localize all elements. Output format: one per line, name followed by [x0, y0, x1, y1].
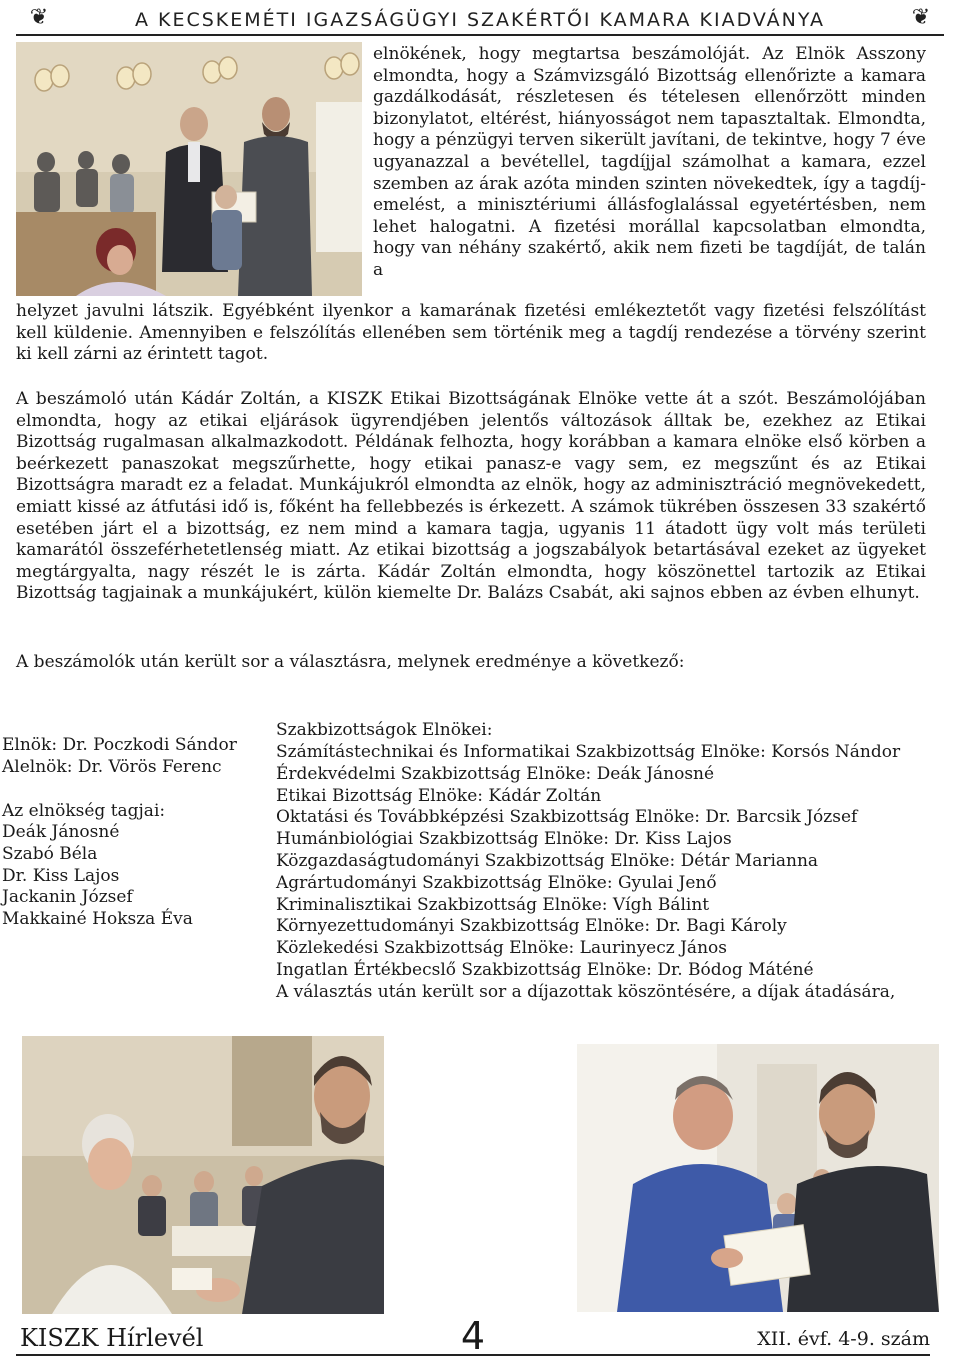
publication-title: A KECSKEMÉTI IGAZSÁGÜGYI SZAKÉRTŐI KAMARA KIADVÁNYA: [134, 9, 826, 31]
photo-award-handover-left: [22, 1036, 384, 1314]
list-item: Humánbiológiai Szakbizottság Elnöke: Dr. Kiss Lajos: [276, 829, 732, 850]
list-item: Ingatlan Értékbecslő Szakbizottság Elnöke: Dr. Bódog Máténé: [276, 959, 814, 980]
list-item: Szabó Béla: [2, 843, 98, 864]
photo-award-handover-right: [577, 1044, 939, 1312]
list-item: Etikai Bizottság Elnöke: Kádár Zoltán: [276, 785, 602, 806]
board-members-list: [2, 822, 193, 931]
list-item: Közgazdaságtudományi Szakbizottság Elnöke: Détár Marianna: [276, 850, 819, 871]
page-number: 4: [460, 1314, 486, 1358]
photo-award-handover-top: [16, 42, 362, 296]
floral-ornament-icon: ❦: [29, 5, 49, 30]
list-item: Agrártudományi Szakbizottság Elnöke: Gyulai Jenő: [276, 872, 717, 893]
page-footer: [16, 1314, 930, 1358]
president-line: Elnök: Dr. Poczkodi Sándor: [2, 735, 237, 755]
vice-president-line: Alelnök: Dr. Vörös Ferenc: [2, 757, 222, 777]
list-item: Oktatási és Továbbképzési Szakbizottság Elnöke: Dr. Barcsik József: [276, 807, 858, 828]
publication-name: KISZK Hírlevél: [20, 1324, 204, 1352]
list-item: Jackanin József: [2, 887, 133, 908]
election-intro: A beszámolók után került sor a választásra, melynek eredménye a következő:: [16, 652, 685, 672]
report-paragraph-top: elnökének, hogy megtartsa beszámolóját. Az Elnök Asszony elmondta, hogy a Számvizsgáló Bizottság ellenőrizte a kamara gazdálkodását, részletesen és tételesen ellenőrzött minden bizonylatot, eltérést, hiányosságot nem tapasztaltak. Elmondta, hogy a pénzügyi terven sikerült javítani, de tekintve, hogy 7 éve ugyanazzal a bevétellel, tagdíjjal számolhat a kamara, ezzel szemben az árak azóta minden szinten növekedtek, így a tagdíj-emelést, a minisztériumi állásfoglalással egyetértésben, nem lehet halogatni. A fizetési morállal kapcsolatban elmondta, hogy van néhány szakértő, akik nem fizeti be tagdíját, de talán a: [373, 44, 926, 280]
committees-heading: Szakbizottságok Elnökei:: [276, 720, 493, 740]
report-paragraph-continuation: helyzet javulni látszik. Egyébként ilyenkor a kamarának fizetési emlékeztetőt vagy fizetési felszólítást kell küldenie. Amennyiben e felszólítás ellenében sem történik meg a tagdíj rendezése a törvény szerint ki kell zárni az érintett tagot.: [16, 301, 926, 365]
list-item: Kriminalisztikai Szakbizottság Elnöke: Vígh Bálint: [276, 894, 710, 915]
ethics-committee-paragraph: A beszámoló után Kádár Zoltán, a KISZK Etikai Bizottságának Elnöke vette át a szót. Beszámolójában elmondta, hogy az etikai eljárások ügyrendjében jelentős változások álltak be, ezekhez az Etikai Bizottság rugalmasan alkalmazkodott. Példának felhozta, hogy korábban a kamara elnöke első körben a beérkezett panaszokat megszűrhette, hogy etikai panasz-e vagy sem, ez megszűnt és az Etikai Bizottságra maradt ez a feladat. Munkájukról elmondta az elnök, hogy az adminisztráció megnövekedett, emiatt kissé az átfutási idő is, főként ha fellebbezés is érkezett. A számok tükrében összesen 33 szakértő esetében járt el a bizottság, ez nem mind a kamara tagja, ugyanis 11 átadott ügy volt más területi kamarától összeférhetetlenség miatt. Az etikai bizottság a jogszabályok betartásával ezeket az ügyeket megtárgyalta, nagy részét le is zárta. Kádár Zoltán elmondta, hogy köszönettel tartozik az Etikai Bizottság tagjainak a munkájukért, külön kiemelte Dr. Balázs Csabát, aki sajnos ebben az évben elhunyt.: [16, 389, 926, 604]
list-item: Érdekvédelmi Szakbizottság Elnöke: Deák Jánosné: [276, 763, 715, 784]
list-item: Deák Jánosné: [2, 822, 120, 842]
list-item: Számítástechnikai és Informatikai Szakbizottság Elnöke: Korsós Nándor: [276, 742, 901, 762]
list-item: Közlekedési Szakbizottság Elnöke: Laurinyecz János: [276, 938, 727, 959]
floral-ornament-icon: ❦: [911, 5, 931, 30]
list-item: Makkainé Hoksza Éva: [2, 909, 193, 930]
page-header: [16, 4, 944, 36]
committee-chairs-list: [276, 742, 900, 1004]
issue-number: XII. évf. 4-9. szám: [757, 1328, 930, 1350]
list-item: Dr. Kiss Lajos: [2, 865, 120, 886]
board-heading: Az elnökség tagjai:: [2, 801, 166, 821]
list-item: Környezettudományi Szakbizottság Elnöke: Dr. Bagi Károly: [276, 916, 787, 937]
list-item: A választás után került sor a díjazottak köszöntésére, a díjak átadására,: [276, 981, 896, 1002]
